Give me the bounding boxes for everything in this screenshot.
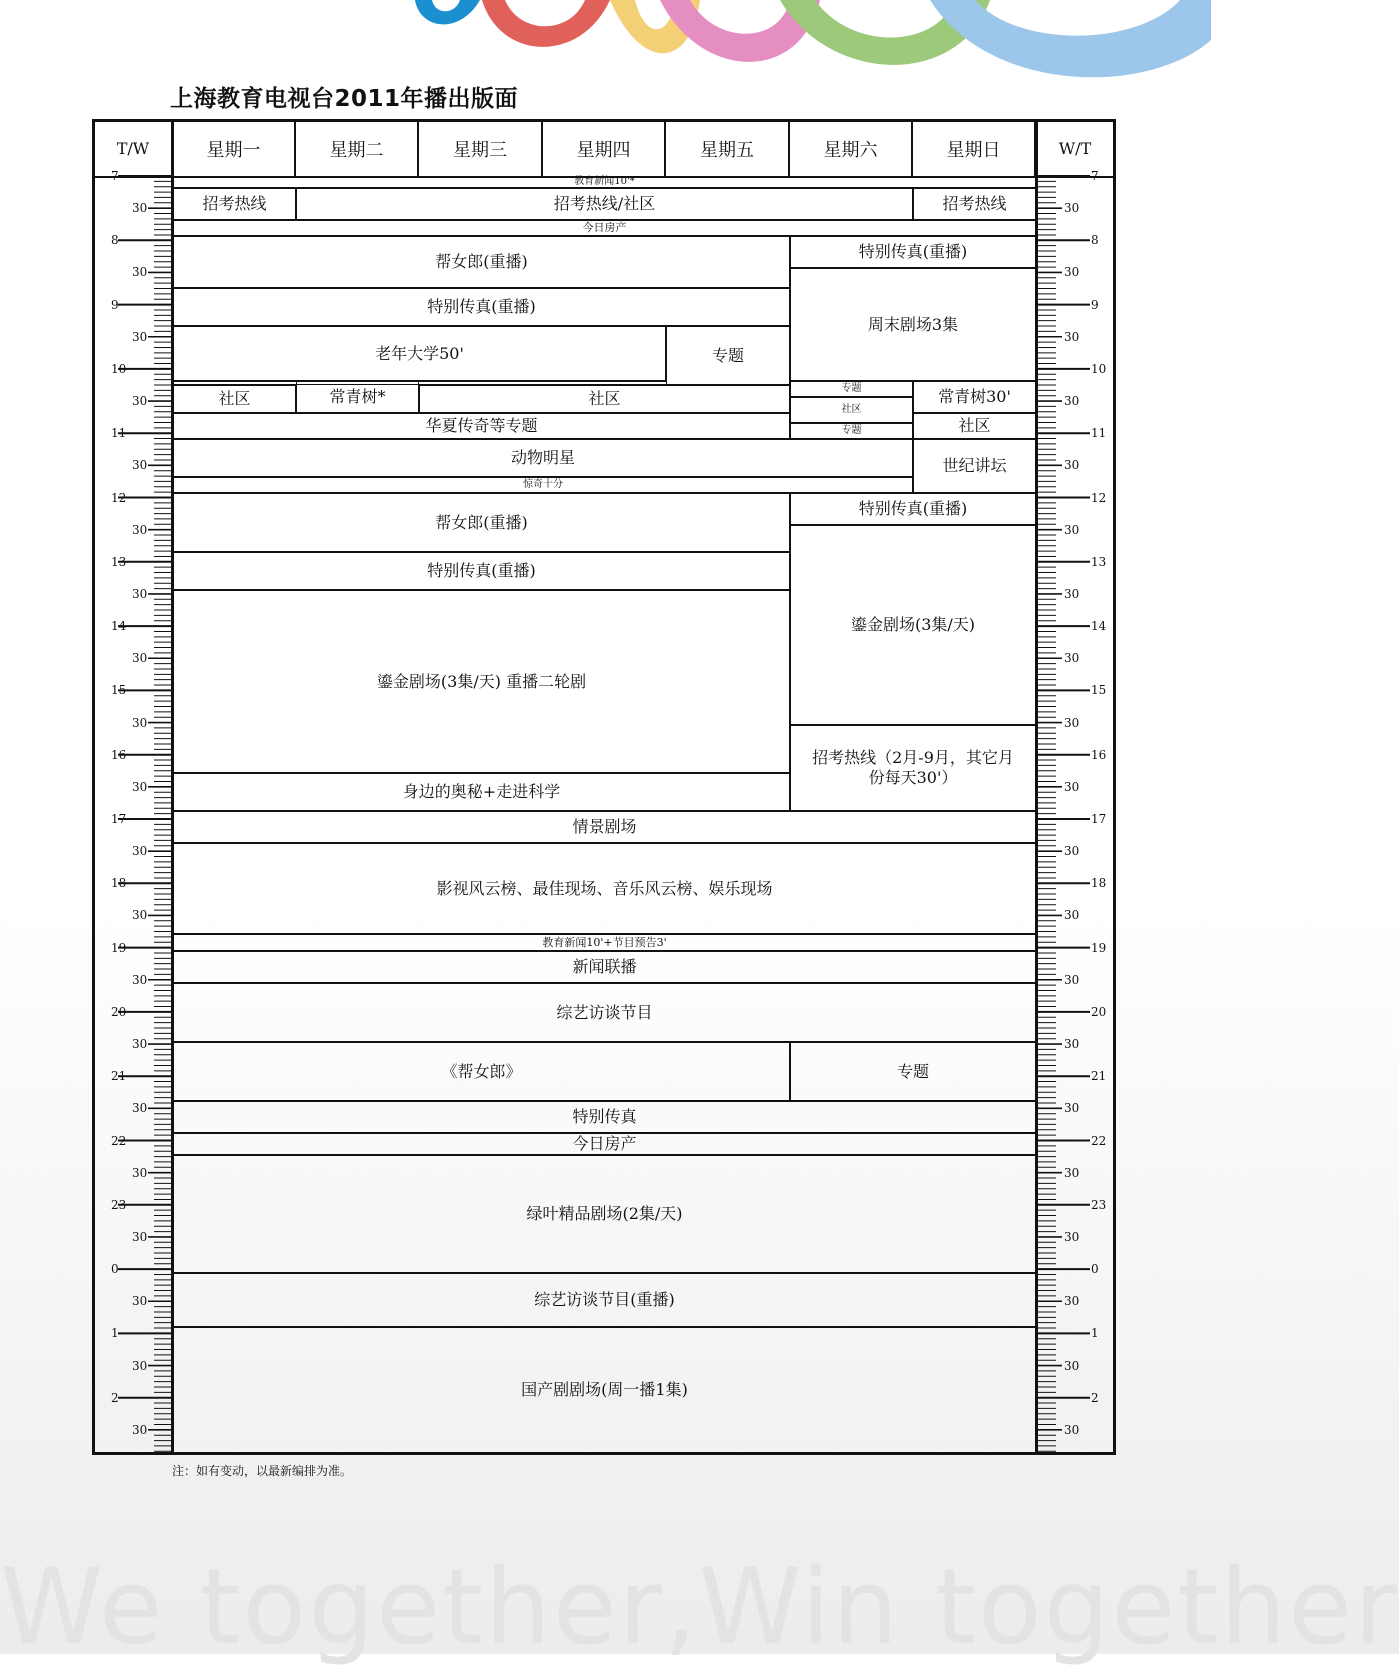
ruler-half-label-left: 30	[132, 329, 148, 344]
ruler-half-label-right: 30	[1064, 715, 1080, 730]
program-green-leaf-theater: 绿叶精品剧场(2集/天)	[173, 1155, 1036, 1273]
ruler-hour-label-right: 23	[1091, 1197, 1107, 1212]
ruler-hour-label-right: 21	[1091, 1069, 1107, 1084]
program-cctv-news: 新闻联播	[173, 951, 1036, 983]
ruler-hour-label-left: 0	[111, 1262, 119, 1277]
ruler-half-label-right: 30	[1064, 1101, 1080, 1116]
program-special-fax-weekend-noon: 特别传真(重播)	[790, 493, 1036, 525]
program-special-fax-weekday-9: 特别传真(重播)	[173, 288, 790, 326]
program-bang-nvlang-am: 帮女郎(重播)	[173, 236, 790, 288]
ruler-half-label-right: 30	[1064, 972, 1080, 987]
ruler-hour-label-left: 1	[111, 1326, 119, 1341]
ruler-hour-label-left: 9	[111, 297, 119, 312]
ruler-half-label-right: 30	[1064, 1165, 1080, 1180]
ruler-hour-label-right: 13	[1091, 554, 1107, 569]
ruler-hour-label-right: 10	[1091, 361, 1107, 376]
ruler-hour-label-right: 12	[1091, 490, 1107, 505]
ruler-hour-label-right: 16	[1091, 747, 1107, 762]
ruler-hour-label-right: 19	[1091, 940, 1107, 955]
ruler-half-label-left: 30	[132, 458, 148, 473]
ruler-half-label-right: 30	[1064, 1422, 1080, 1437]
program-entertainment-charts: 影视风云榜、最佳现场、音乐风云榜、娱乐现场	[173, 843, 1036, 934]
ruler-half-label-left: 30	[132, 715, 148, 730]
program-golden-theater-weekday: 鎏金剧场(3集/天) 重播二轮剧	[173, 590, 790, 773]
header-wt: W/T	[1058, 139, 1092, 158]
ruler-half-label-right: 30	[1064, 458, 1080, 473]
header-day-sat: 星期六	[790, 121, 913, 176]
ruler-hour-label-right: 0	[1091, 1262, 1099, 1277]
right-gutter-border	[1035, 119, 1038, 1455]
ruler-half-label-left: 30	[132, 651, 148, 666]
ruler-half-label-right: 30	[1064, 201, 1080, 216]
ribbon-blue	[415, 0, 480, 24]
header-day-sun: 星期日	[913, 121, 1036, 176]
program-hotline-weekend-pm: 招考热线（2月-9月，其它月份每天30'）	[790, 725, 1036, 811]
program-community-sun: 社区	[913, 413, 1036, 439]
ruler-hour-label-right: 7	[1091, 169, 1099, 183]
ruler-half-label-right: 30	[1064, 394, 1080, 409]
ruler-half-label-left: 30	[132, 972, 148, 987]
ruler-half-label-right: 30	[1064, 329, 1080, 344]
ruler-hour-label-left: 15	[111, 683, 127, 698]
ruler-half-label-right: 30	[1064, 1358, 1080, 1373]
ruler-hour-label-right: 11	[1091, 426, 1107, 441]
ruler-half-label-left: 30	[132, 1229, 148, 1244]
ruler-half-label-left: 30	[132, 1358, 148, 1373]
ruler-hour-label-right: 14	[1091, 619, 1107, 634]
ribbon-red	[482, 0, 610, 47]
ruler-half-label-right: 30	[1064, 522, 1080, 537]
ruler-half-label-right: 30	[1064, 844, 1080, 859]
header-day-tue: 星期二	[296, 121, 419, 176]
ruler-half-label-left: 30	[132, 394, 148, 409]
program-real-estate-am: 今日房产	[173, 220, 1036, 236]
program-bang-nvlang-prime: 《帮女郎》	[173, 1042, 790, 1101]
program-real-estate-pm: 今日房产	[173, 1133, 1036, 1155]
ruler-hour-label-right: 1	[1091, 1326, 1099, 1341]
ruler-hour-label-left: 13	[111, 554, 127, 569]
divider-10am	[173, 381, 666, 385]
ruler-hour-label-left: 18	[111, 876, 127, 891]
program-special-fax-weekend-am: 特别传真(重播)	[790, 236, 1036, 268]
program-mysteries-science: 身边的奥秘+走进科学	[173, 773, 790, 811]
ruler-hour-label-left: 23	[111, 1197, 127, 1212]
ruler-hour-label-left: 20	[111, 1004, 127, 1019]
ruler-half-label-left: 30	[132, 1422, 148, 1437]
ruler-hour-label-right: 9	[1091, 297, 1099, 312]
program-special-weekend-prime: 专题	[790, 1042, 1036, 1101]
program-amazing-ten: 惊奇十分	[173, 477, 913, 493]
ruler-hour-label-left: 17	[111, 812, 127, 826]
program-special-sat-2: 专题	[790, 423, 913, 439]
header-day-thu: 星期四	[543, 121, 666, 176]
ruler-hour-label-right: 15	[1091, 683, 1107, 698]
ruler-hour-label-left: 19	[111, 940, 127, 955]
ruler-half-label-right: 30	[1064, 586, 1080, 601]
ruler-half-label-right: 30	[1064, 265, 1080, 280]
ruler-half-label-left: 30	[132, 779, 148, 794]
footnote: 注：如有变动，以最新编排为准。	[172, 1464, 353, 1478]
ruler-half-label-right: 30	[1064, 1294, 1080, 1309]
program-community-mon: 社区	[173, 385, 296, 413]
ruler-hour-label-right: 2	[1091, 1390, 1099, 1405]
program-senior-university: 老年大学50'	[173, 326, 666, 381]
ruler-hour-label-left: 22	[111, 1133, 127, 1148]
program-special-fax: 特别传真	[173, 1101, 1036, 1133]
program-evergreen-tue: 常青树*	[296, 381, 419, 413]
program-community-wed-fri: 社区	[419, 385, 790, 413]
ruler-half-label-left: 30	[132, 1037, 148, 1052]
left-gutter-border	[171, 119, 174, 1455]
ruler-hour-label-left: 2	[111, 1390, 119, 1405]
ruler-half-label-left: 30	[132, 908, 148, 923]
page-title: 上海教育电视台2011年播出版面	[170, 86, 519, 112]
ruler-half-label-left: 30	[132, 1165, 148, 1180]
program-sitcom: 情景剧场	[173, 811, 1036, 843]
ruler-half-label-right: 30	[1064, 651, 1080, 666]
header-day-wed: 星期三	[419, 121, 543, 176]
ruler-half-label-left: 30	[132, 1101, 148, 1116]
ruler-hour-label-right: 17	[1091, 812, 1107, 826]
ruler-hour-label-right: 18	[1091, 876, 1107, 891]
ruler-hour-label-left: 16	[111, 747, 127, 762]
ruler-half-label-left: 30	[132, 201, 148, 216]
program-weekend-drama: 周末剧场3集	[790, 268, 1036, 381]
ruler-hour-label-left: 7	[111, 169, 119, 183]
program-huaxia-legend: 华夏传奇等专题	[173, 413, 790, 439]
program-hotline-mon: 招考热线	[173, 188, 296, 220]
header-day-mon: 星期一	[173, 121, 296, 176]
ruler-hour-label-left: 11	[111, 426, 127, 441]
program-news-7: 教育新闻10'*	[173, 176, 1036, 188]
program-bang-nvlang-noon: 帮女郎(重播)	[173, 493, 790, 552]
ruler-hour-label-left: 10	[111, 361, 127, 376]
ruler-half-label-right: 30	[1064, 1037, 1080, 1052]
watermark-slogan: We together,Win together	[0, 1546, 1399, 1668]
ruler-hour-label-left: 21	[111, 1069, 127, 1084]
ruler-half-label-left: 30	[132, 844, 148, 859]
program-century-forum: 世纪讲坛	[913, 439, 1036, 493]
program-special-sat-1: 专题	[790, 381, 913, 397]
ruler-half-label-left: 30	[132, 586, 148, 601]
header-day-fri: 星期五	[666, 121, 790, 176]
ruler-half-label-left: 30	[132, 1294, 148, 1309]
ribbon-decoration	[0, 0, 1211, 90]
program-variety-talk-rerun: 综艺访谈节目(重播)	[173, 1273, 1036, 1327]
ruler-hour-label-right: 8	[1091, 233, 1099, 248]
program-community-sat: 社区	[790, 397, 913, 423]
program-special-fax-weekday-13: 特别传真(重播)	[173, 552, 790, 590]
ruler-half-label-left: 30	[132, 265, 148, 280]
ruler-half-label-left: 30	[132, 522, 148, 537]
ribbon-sky	[930, 0, 1211, 77]
program-domestic-drama: 国产剧剧场(周一播1集)	[173, 1327, 1036, 1453]
ruler-hour-label-left: 12	[111, 490, 127, 505]
header-tw: T/W	[95, 121, 173, 176]
ruler-half-label-right: 30	[1064, 779, 1080, 794]
ruler-hour-label-right: 20	[1091, 1004, 1107, 1019]
program-hotline-sun: 招考热线	[913, 188, 1036, 220]
ruler-hour-label-right: 22	[1091, 1133, 1107, 1148]
program-evergreen-sun: 常青树30'	[913, 381, 1036, 413]
program-hotline-community: 招考热线/社区	[296, 188, 913, 220]
ruler-hour-label-left: 8	[111, 233, 119, 248]
ruler-hour-label-left: 14	[111, 619, 127, 634]
program-special-fri-10: 专题	[666, 326, 790, 385]
program-news-preview: 教育新闻10'+节目预告3'	[173, 934, 1036, 951]
ruler-half-label-right: 30	[1064, 908, 1080, 923]
program-variety-talk: 综艺访谈节目	[173, 983, 1036, 1042]
program-golden-theater-weekend: 鎏金剧场(3集/天)	[790, 525, 1036, 725]
program-animal-stars: 动物明星	[173, 439, 913, 477]
ruler-half-label-right: 30	[1064, 1229, 1080, 1244]
